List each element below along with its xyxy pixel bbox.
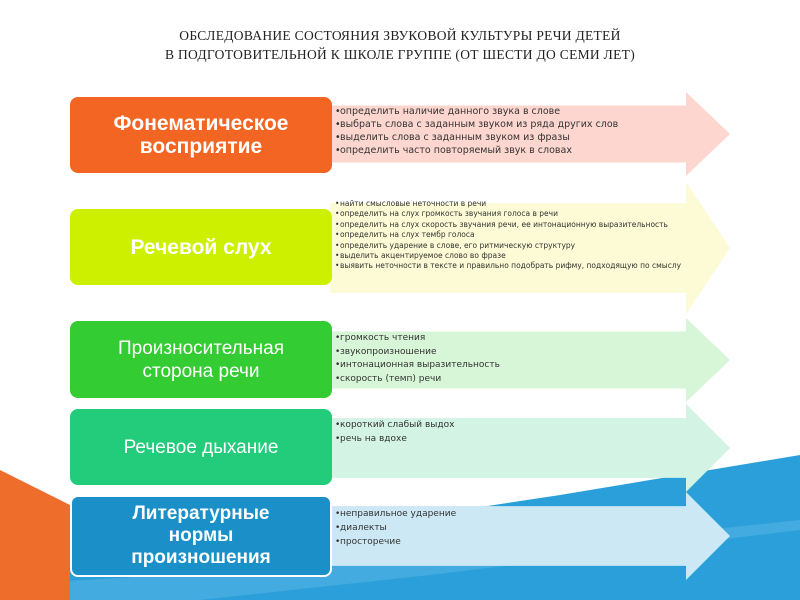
box-breathing-line-1: Речевое дыхание: [123, 436, 279, 458]
list-item: • определить часто повторяемый звук в словах: [336, 144, 618, 157]
deco-orange-wedge: [0, 470, 70, 600]
list-item: • просторечие: [336, 535, 456, 549]
list-item: • звукопроизношение: [336, 346, 500, 360]
list-item: • определить ударение в слове, его ритмическую структуру: [336, 241, 686, 251]
list-item: • определить на слух тембр голоса: [336, 230, 686, 240]
box-phonematic: [70, 97, 332, 173]
list-item: • определить на слух скорость звучания речи, ее интонационную выразительность: [336, 220, 686, 230]
list-item: • скорость (темп) речи: [336, 373, 500, 387]
list-item: • определить на слух громкость звучания голоса в речи: [336, 209, 686, 219]
list-item: • найти смысловые неточности в речи: [336, 199, 686, 209]
list-item: • определить наличие данного звука в слове: [336, 105, 618, 118]
list-item: • интонационная выразительность: [336, 359, 500, 373]
list-item: • громкость чтения: [336, 332, 500, 346]
box-speech-hearing: [70, 209, 332, 285]
list-item: • диалекты: [336, 521, 456, 535]
title-line-1: ОБСЛЕДОВАНИЕ СОСТОЯНИЯ ЗВУКОВОЙ КУЛЬТУРЫ РЕЧИ ДЕТЕЙ: [179, 28, 621, 43]
list-pronunciation: [336, 332, 500, 386]
box-literary-norms-line-2: нормы: [168, 525, 234, 546]
list-phonematic: [336, 105, 618, 157]
title-line-2: В ПОДГОТОВИТЕЛЬНОЙ К ШКОЛЕ ГРУППЕ (ОТ ШЕСТИ ДО СЕМИ ЛЕТ): [165, 47, 635, 62]
list-item: • выбрать слова с заданным звуком из ряда других слов: [336, 118, 618, 131]
box-literary-norms: [70, 495, 332, 577]
box-breathing: [70, 409, 332, 485]
list-breathing: [336, 419, 454, 446]
list-item: • речь на вдохе: [336, 433, 454, 447]
list-literary-norms: [336, 507, 456, 549]
list-item: • выделить слова с заданным звуком из фразы: [336, 131, 618, 144]
list-item: • выявить неточности в тексте и правильно подобрать рифму, подходящую по смыслу: [336, 261, 686, 271]
box-phonematic-line-2: восприятие: [139, 135, 263, 158]
box-pronunciation-line-2: сторона речи: [142, 360, 260, 382]
box-phonematic-line-1: Фонематическое: [113, 112, 289, 135]
box-literary-norms-line-1: Литературные: [132, 503, 270, 524]
box-literary-norms-line-3: произношения: [131, 547, 271, 568]
list-speech-hearing: [336, 199, 686, 272]
list-item: • короткий слабый выдох: [336, 419, 454, 433]
box-pronunciation-line-1: Произносительная: [117, 337, 285, 359]
list-item: • выделить акцентируемое слово во фразе: [336, 251, 686, 261]
list-item: • неправильное ударение: [336, 507, 456, 521]
box-pronunciation: [70, 321, 332, 398]
box-speech-hearing-line-1: Речевой слух: [130, 235, 272, 259]
slide-title: [0, 26, 800, 64]
